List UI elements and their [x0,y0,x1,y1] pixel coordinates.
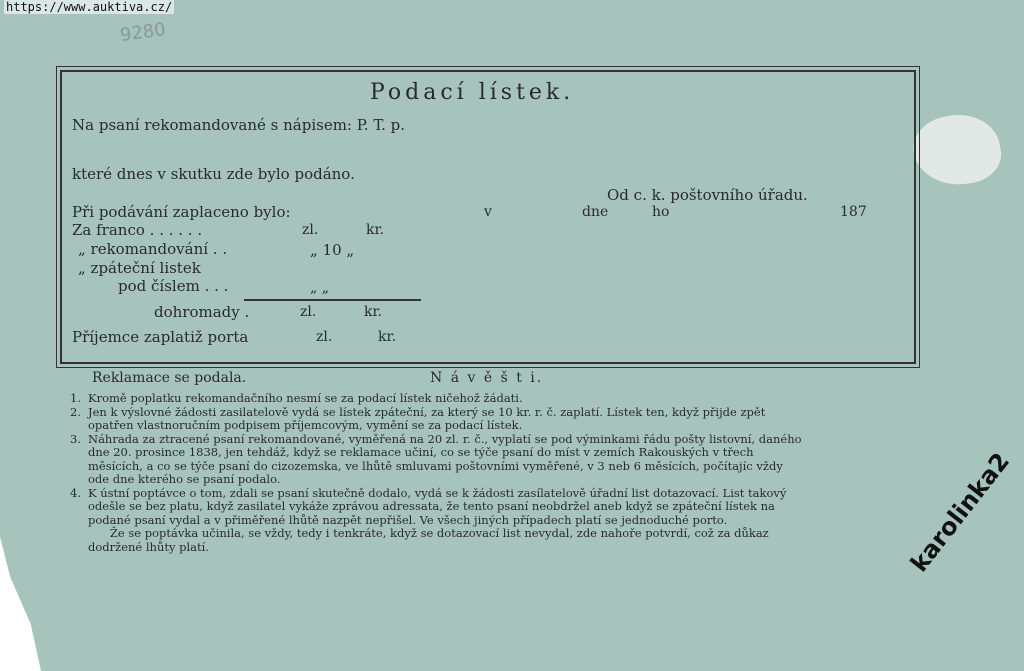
note-line: ode dne kterého se psaní podalo. [88,472,281,486]
note-line: Kromě poplatku rekomandačního nesmí se za podací lístek ničehož žádati. [88,391,523,405]
note-item [70,487,920,555]
note-line: dodržené lhůty platí. [88,539,209,554]
note-number: 3. [70,431,81,446]
date-dne: dne [582,204,609,220]
pencil-mark: 9280 [118,18,168,47]
rekom-amount: „ 10 „ [310,241,355,259]
note-line: K ústní poptávce o tom, zdali se psaní skutečně dodalo, vydá se k žádosti zasílatelově úřadní list dotazovací. List takový [88,485,787,500]
note-line: Že se poptávka učinila, se vždy, tedy i tenkráte, když se dotazovací list nevydal, zde nahoře potvrdí, což za důkaz [88,526,769,540]
year-label: 187 [840,204,867,220]
note-line: dne 20. prosince 1838, jen tehdáž, když se reklamace učiní, co se týče psaní do míst v zemích Rakouských v třech [88,445,754,459]
note-line: odešle se bez platu, když zasilatel vykáže zprávou adressata, že tento psaní neobdržel aneb když se zpáteční lístek na [88,499,775,513]
note-line: měsících, a co se týče psaní do cizozemska, ve lhůtě smluvami poštovními vyměřené, v 3 neb 6 měsících, počítajíc vždy [88,458,783,473]
reklamace-label: Reklamace se podala. [92,370,247,386]
note-line: opatřen vlastnoručním podpisem příjemcovým, vymění se za podací lístek. [88,418,523,432]
dohromady-kr: kr. [364,304,383,320]
note-number: 1. [70,391,81,405]
zpatecni-label: „ zpáteční listek [78,259,201,277]
note-item [70,406,920,433]
dohromady-label: dohromady . [154,303,250,321]
note-item [70,433,920,487]
navesti-heading: N á v ě š t i. [430,370,544,386]
form-title: Podací lístek. [370,80,575,105]
pod-cislem-label: pod číslem . . . [118,277,229,295]
watermark: karolinka2 [905,447,1016,578]
date-ho: ho [652,204,670,220]
sum-rule [244,299,421,301]
prijemce-label: Příjemce zaplatiž porta [72,328,249,346]
franco-label: Za franco . . . . . . [72,221,203,239]
prijemce-zl: zl. [316,329,333,345]
form-line-1: Na psaní rekomandované s nápisem: P. T. p. [72,116,406,134]
note-number: 4. [70,485,81,500]
note-item [70,392,920,406]
source-url: https://www.auktiva.cz/ [6,0,173,14]
note-line: podané psaní vydal a v přiměřené lhůtě nazpět nepřišel. Ve všech jiných případech platí se jednoduché porto. [88,512,728,527]
note-number: 2. [70,404,81,419]
note-line: Jen k výslovné žádosti zasilatelově vydá se lístek zpáteční, za který se 10 kr. r. č. zaplatí. Lístek ten, když přijde zpět [88,404,766,419]
form-line-2: které dnes v skutku zde bylo podáno. [72,165,355,183]
franco-zl: zl. [302,222,319,238]
pod-cislem-ditto: „ „ [310,280,329,296]
notes-list [70,392,920,554]
note-line: Náhrada za ztracené psaní rekomandované, vyměřená na 20 zl. r. č., vyplatí se pod výminkami řádu pošty listovní, daného [88,431,802,446]
prijemce-kr: kr. [378,329,397,345]
office-label: Od c. k. poštovního úřadu. [607,186,808,204]
place-v: v [484,204,492,220]
paid-label: Při podávání zaplaceno bylo: [72,203,291,221]
franco-kr: kr. [366,222,385,238]
rekom-label: „ rekomandování . . [78,240,228,258]
dohromady-zl: zl. [300,304,317,320]
